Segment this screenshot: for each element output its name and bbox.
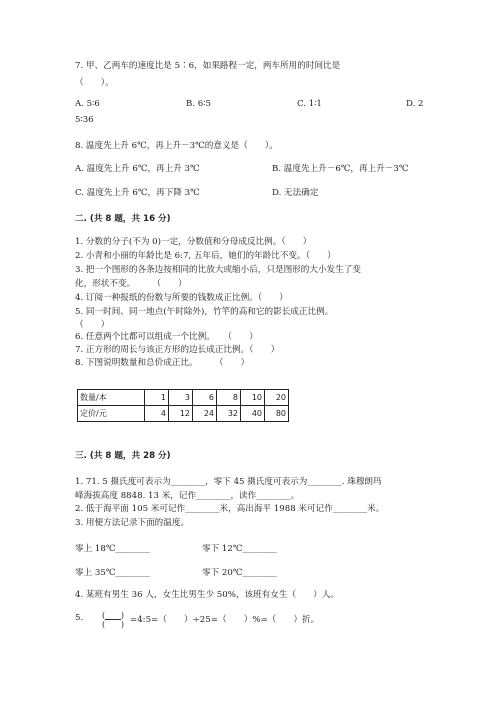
fraction-bar <box>105 619 121 620</box>
table-header-cell: 定价/元 <box>78 406 145 422</box>
section3-q1-line1: 1. 71. 5 摄氏度可表示为________，零下 45 摄氏度可表示为________. 珠穆朗玛 <box>75 477 382 487</box>
fraction-paren-right: ) <box>120 620 124 629</box>
q7-stem-line1: 7. 甲、乙两车的速度比是 5∶6，如果路程一定，两车所用的时间比是 <box>75 61 341 71</box>
table-cell: 8 <box>217 390 241 406</box>
q8-option-a: A. 温度先上升 6℃，再上升 3℃ <box>75 164 200 174</box>
table-row <box>78 390 289 406</box>
section2-item: 1. 分数的分子(不为 0)一定，分数值和分母成反比例。（ ） <box>75 237 312 247</box>
section3-q2: 2. 低于海平面 105 米可记作________米，高出海平 1988 米可记作________米。 <box>75 504 385 514</box>
table-cell: 4 <box>145 406 169 422</box>
section2-item: 3. 把一个图形的各条边按相同的比放大或缩小后，只是图形的大小发生了变 <box>75 265 361 275</box>
q7-stem-line2: （ ）。 <box>75 78 114 88</box>
section2-heading: 二. (共 8 题，共 16 分) <box>75 214 171 224</box>
table-cell: 12 <box>169 406 193 422</box>
section3-heading: 三. (共 8 题，共 28 分) <box>75 451 171 461</box>
section3-q3: 3. 用便方法记录下面的温度。 <box>75 518 190 528</box>
section2-item: 6. 任意两个比都可以组成一个比例。 （ ） <box>75 332 258 342</box>
section2-item: 4. 订阅一种报纸的份数与所要的钱数成正比例。（ ） <box>75 293 288 303</box>
q7-option-a: A. 5∶6 <box>75 99 100 109</box>
temperature-item: 零上 35℃________ <box>75 568 150 578</box>
q7-option-d: D. 2 <box>406 99 424 109</box>
section2-item: 8. 下图说明数量和总价成正比。 （ ） <box>75 358 250 368</box>
section2-item: （ ） <box>75 320 110 330</box>
section3-q5-rest: =4:5=（ ）÷25=（ ）%=（ ）折。 <box>130 615 320 625</box>
section3-q1-line2: 峰海拔高度 8848. 13 米，记作________，读作________。 <box>75 491 300 501</box>
q7-option-d-continued: 5∶36 <box>75 115 94 125</box>
table-cell: 24 <box>193 406 217 422</box>
temperature-item: 零下 20℃________ <box>202 568 277 578</box>
section3-q4: 4. 某班有男生 36 人，女生比男生少 50%，该班有女生（ ）人。 <box>75 590 340 600</box>
q8-option-c: C. 温度先上升 6℃，再下降 3℃ <box>75 188 200 198</box>
temperature-item: 零上 18℃________ <box>75 544 150 554</box>
section2-item: 2. 小青和小丽的年龄比是 6:7, 五年后，她们的年龄比不变。（ ） <box>75 251 336 261</box>
q8-option-d: D. 无法确定 <box>272 188 319 198</box>
table-cell: 32 <box>217 406 241 422</box>
table-cell: 40 <box>241 406 265 422</box>
q7-option-c: C. 1∶1 <box>297 99 322 109</box>
temperature-item: 零下 12℃________ <box>202 544 277 554</box>
table-cell: 3 <box>169 390 193 406</box>
q8-stem: 8. 温度先上升 6℃，再上升－3℃的意义是（ ）。 <box>75 141 278 151</box>
price-quantity-table <box>77 389 289 422</box>
q8-option-b: B. 温度先上升－6℃，再上升－3℃ <box>272 164 409 174</box>
table-cell: 1 <box>145 390 169 406</box>
fraction-paren-right: ) <box>120 611 124 620</box>
fraction-paren-left: ( <box>102 611 106 620</box>
fraction-paren-left: ( <box>102 620 106 629</box>
table-row <box>78 406 289 422</box>
section2-item: 化，形状不变。 （ ） <box>75 279 187 289</box>
table-cell: 10 <box>241 390 265 406</box>
blank-fraction <box>102 611 124 628</box>
table-header-cell: 数量/本 <box>78 390 145 406</box>
q7-option-b: B. 6∶5 <box>186 99 211 109</box>
section2-item: 5. 同一时间、同一地点(午时除外)，竹竿的高和它的影长成正比例。 <box>75 307 334 317</box>
section2-item: 7. 正方形的周长与该正方形的边长成正比例。（ ） <box>75 345 280 355</box>
section3-q5-number: 5. <box>75 613 84 623</box>
table-cell: 80 <box>265 406 289 422</box>
table-cell: 20 <box>265 390 289 406</box>
table-cell: 6 <box>193 390 217 406</box>
